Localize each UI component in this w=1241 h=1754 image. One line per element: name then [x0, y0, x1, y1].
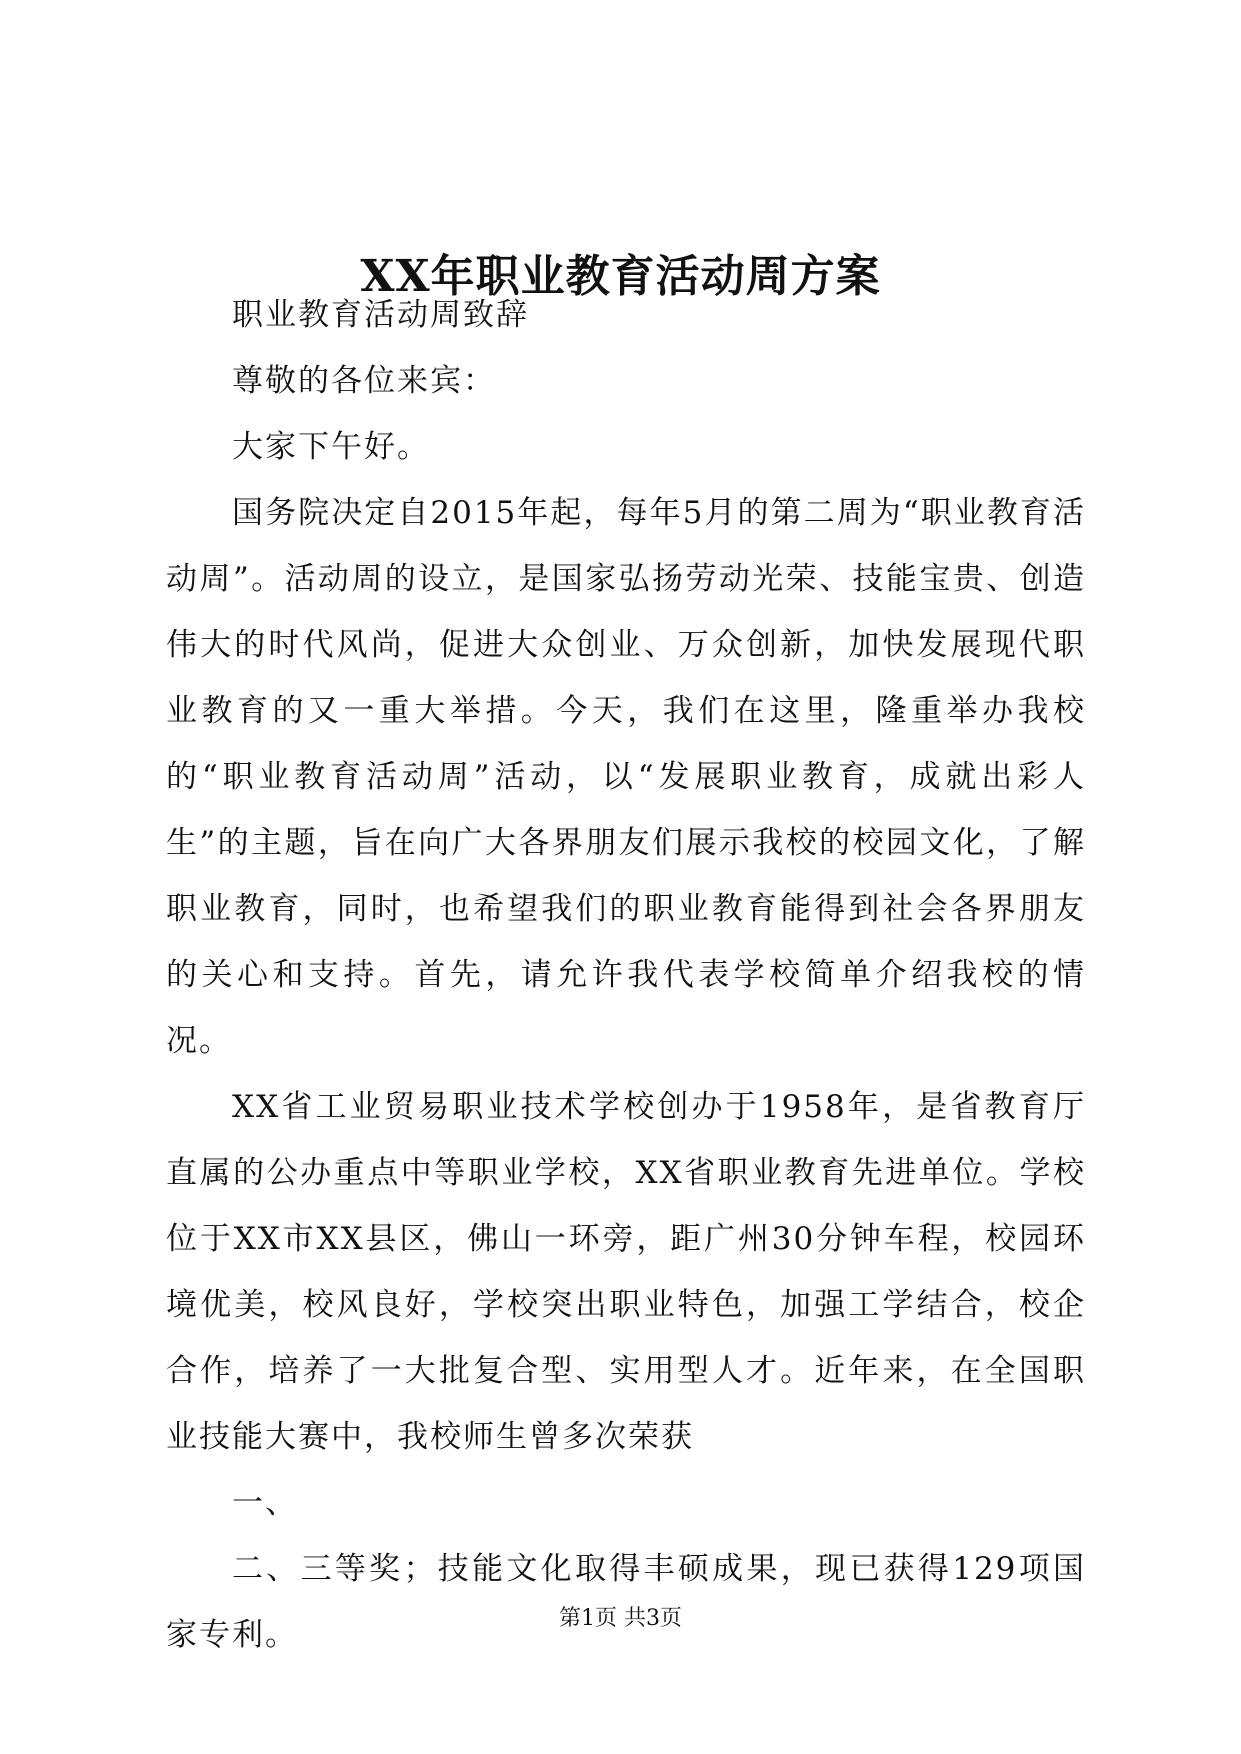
- document-body: [166, 282, 1086, 1668]
- paragraph-greeting: 大家下午好。: [232, 429, 430, 465]
- page-number-footer: 第1页 共3页: [559, 1606, 682, 1631]
- paragraph-awards-patents: 二、三等奖；技能文化取得丰硕成果，现已获得129项国家专利。: [166, 1551, 1086, 1653]
- document-title: XX年职业教育活动周方案: [360, 251, 881, 303]
- paragraph-speech-title: 职业教育活动周致辞: [232, 297, 529, 333]
- paragraph-school-introduction: XX省工业贸易职业技术学校创办于1958年，是省教育厅直属的公办重点中等职业学校，XX省职业教育先进单位。学校位于XX市XX县区，佛山一环旁，距广州30分钟车程，校园环境优美，校风良好，学校突出职业特色，加强工学结合，校企合作，培养了一大批复合型、实用型人才。近年来，在全国职业技能大赛中，我校师生曾多次荣获: [166, 1089, 1086, 1455]
- paragraph-salutation: 尊敬的各位来宾：: [232, 363, 496, 399]
- paragraph-list-marker: 一、: [232, 1485, 298, 1521]
- paragraph-activity-week: 国务院决定自2015年起，每年5月的第二周为“职业教育活动周”。活动周的设立，是国家弘扬劳动光荣、技能宝贵、创造伟大的时代风尚，促进大众创业、万众创新，加快发展现代职业教育的又一重大举措。今天，我们在这里，隆重举办我校的“职业教育活动周”活动，以“发展职业教育，成就出彩人生”的主题，旨在向广大各界朋友们展示我校的校园文化，了解职业教育，同时，也希望我们的职业教育能得到社会各界朋友的关心和支持。首先，请允许我代表学校简单介绍我校的情况。: [166, 495, 1086, 1059]
